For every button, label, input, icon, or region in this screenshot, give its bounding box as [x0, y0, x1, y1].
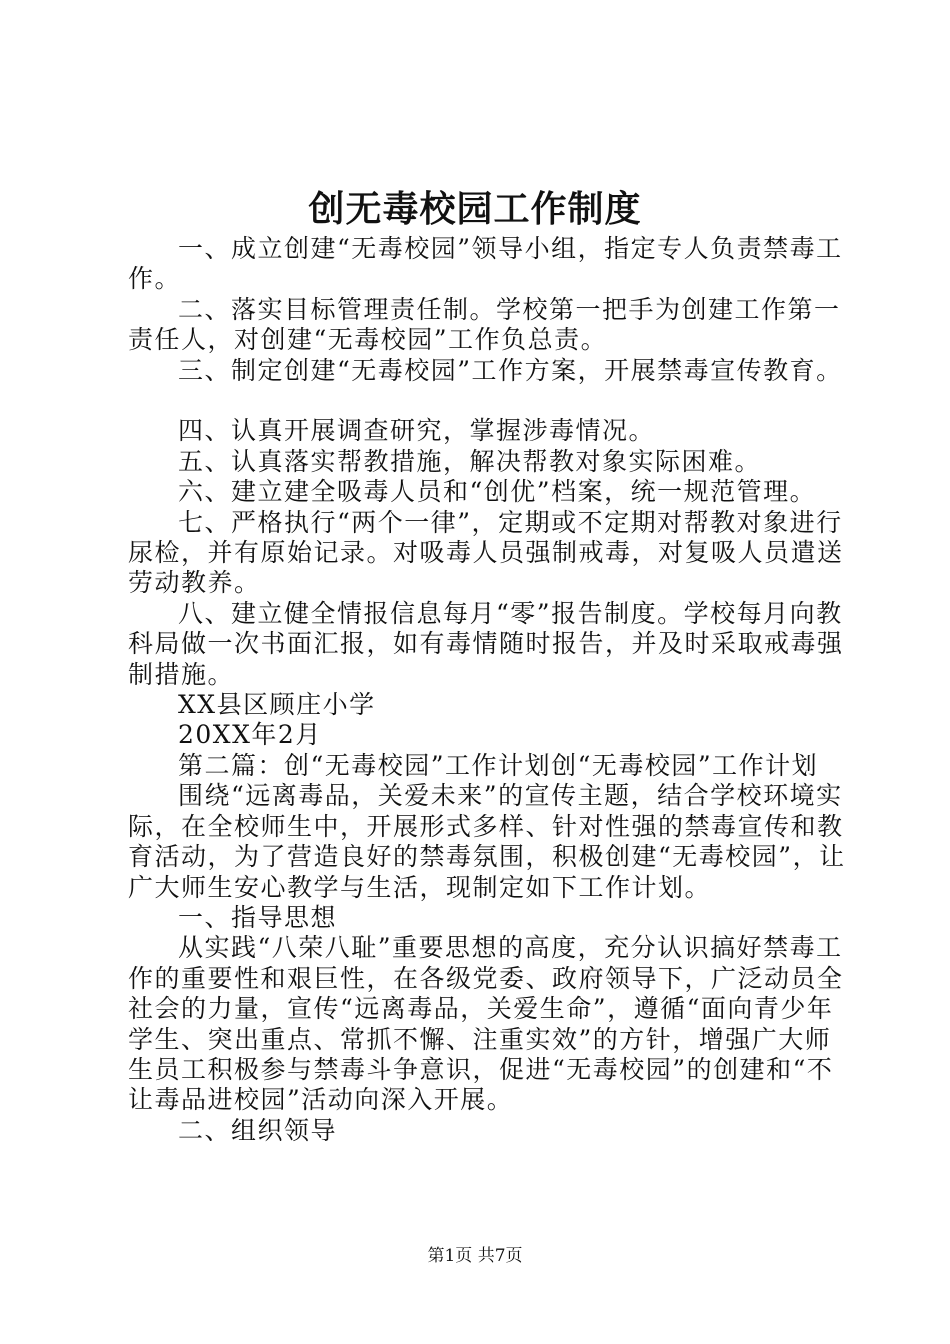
paragraph: 围绕“远离毒品，关爱未来”的宣传主题，结合学校环境实际，在全校师生中，开展形式多样、针对性强的禁毒宣传和教育活动，为了营造良好的禁毒氛围，积极创建“无毒校园”，让广大师生安心教学与生活，现制定如下工作计划。 — [128, 781, 846, 902]
paragraph: 八、建立健全情报信息每月“零”报告制度。学校每月向教科局做一次书面汇报，如有毒情随时报告，并及时采取戒毒强制措施。 — [128, 598, 844, 689]
paragraph: 五、认真落实帮教措施，解决帮教对象实际困难。 — [178, 446, 762, 476]
section-heading: 第二篇：创“无毒校园”工作计划创“无毒校园”工作计划 — [178, 750, 819, 780]
paragraph: 从实践“八荣八耻”重要思想的高度，充分认识搞好禁毒工作的重要性和艰巨性，在各级党委、政府领导下，广泛动员全社会的力量，宣传“远离毒品，关爱生命”，遵循“面向青少年学生、突出重点、常抓不懈、注重实效”的方针，增强广大师生员工积极参与禁毒斗争意识，促进“无毒校园”的创建和“不让毒品进校园”活动向深入开展。 — [128, 933, 844, 1115]
page-footer: 第1页 共7页 — [427, 1246, 523, 1266]
document-title: 创无毒校园工作制度 — [308, 188, 642, 230]
paragraph: 一、成立创建“无毒校园”领导小组，指定专人负责禁毒工作。 — [128, 234, 843, 294]
paragraph: 六、建立建全吸毒人员和“创优”档案，统一规范管理。 — [178, 477, 817, 507]
subheading: 一、指导思想 — [178, 902, 338, 932]
paragraph: 七、严格执行“两个一律”，定期或不定期对帮教对象进行尿检，并有原始记录。对吸毒人员强制戒毒，对复吸人员遣送劳动教养。 — [128, 507, 844, 598]
signature-date: 20XX年2月 — [178, 720, 322, 750]
paragraph: 三、制定创建“无毒校园”工作方案，开展禁毒宣传教育。 — [178, 355, 843, 385]
paragraph: 二、落实目标管理责任制。学校第一把手为创建工作第一责任人，对创建“无毒校园”工作负总责。 — [128, 294, 841, 355]
subheading: 二、组织领导 — [178, 1115, 338, 1145]
signature-school: XX县区顾庄小学 — [178, 690, 376, 720]
paragraph: 四、认真开展调查研究，掌握涉毒情况。 — [178, 416, 656, 446]
document-body — [128, 234, 850, 1146]
